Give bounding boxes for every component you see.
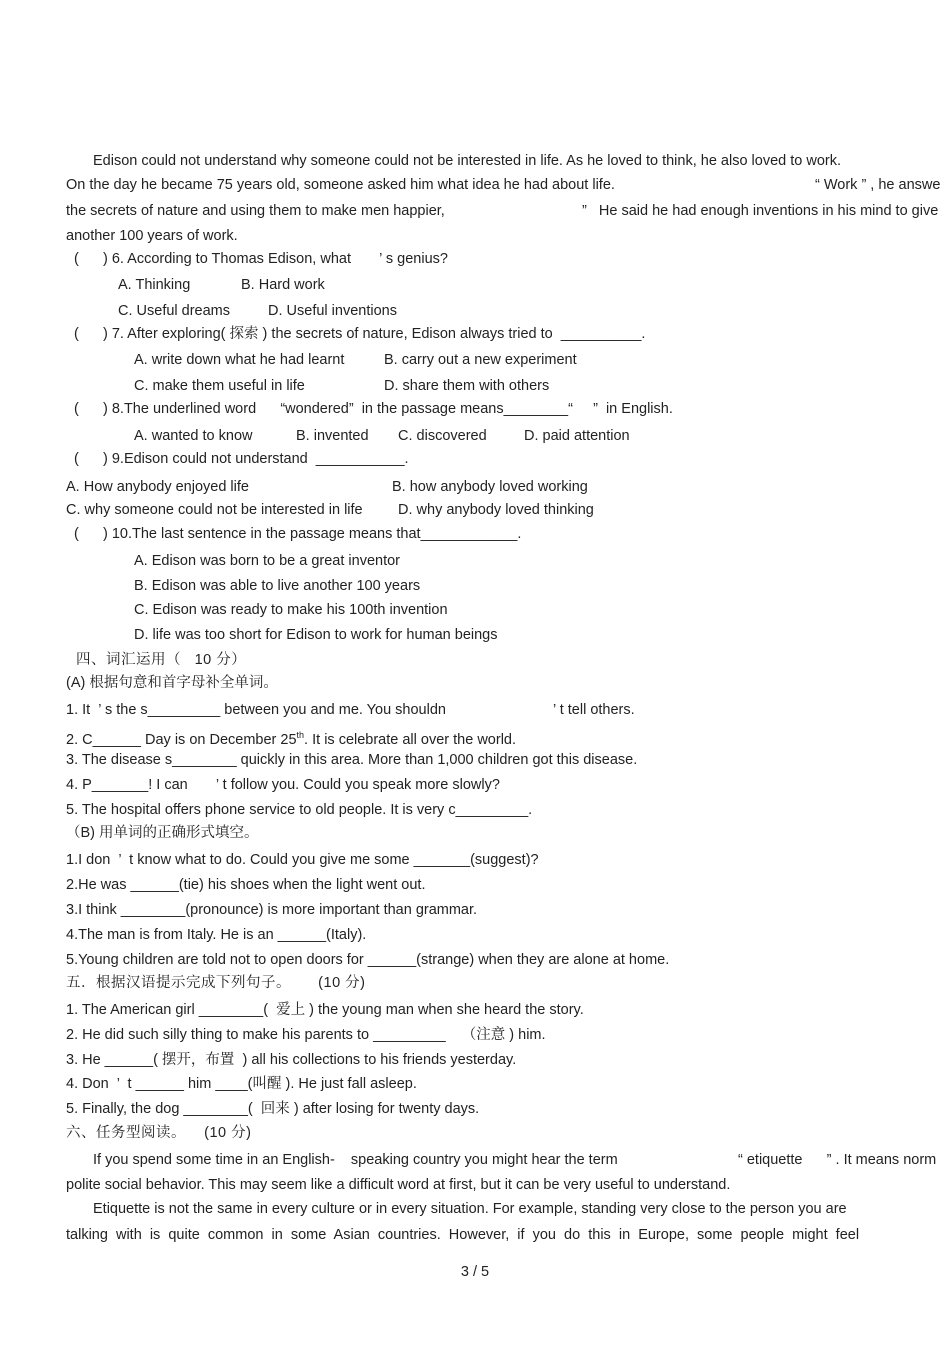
question-stem: ( ) 8.The underlined word “wondered” in the passage means________“ ” in English. [74, 401, 673, 417]
option: D. why anybody loved thinking [398, 502, 594, 518]
passage-line: “ etiquette ” . It means norm [738, 1152, 937, 1168]
part-heading: (A) 根据句意和首字母补全单词。 [66, 675, 278, 691]
exercise-line: 1.I don ’ t know what to do. Could you give me some _______(suggest)? [66, 852, 539, 868]
option: D. life was too short for Edison to work for human beings [134, 627, 498, 643]
passage-line: “ Work ” , he answe [815, 177, 941, 193]
exercise-line: 2.He was ______(tie) his shoes when the light went out. [66, 877, 426, 893]
exercise-line: 4. P_______! I can ’ t follow you. Could you speak more slowly? [66, 777, 500, 793]
exercise-line: 3. The disease s________ quickly in this area. More than 1,000 children got this disease. [66, 752, 638, 768]
passage-line: On the day he became 75 years old, someone asked him what idea he had about life. [66, 177, 615, 193]
passage-line: If you spend some time in an English- speaking country you might hear the term [93, 1152, 618, 1168]
exercise-line: 2. C______ Day is on December 25th. It is celebrate all over the world. [66, 730, 517, 748]
option: A. Edison was born to be a great inventor [134, 553, 400, 569]
option: C. why someone could not be interested in life [66, 502, 363, 518]
question-stem: ( ) 6. According to Thomas Edison, what ’ s genius? [74, 251, 448, 267]
exercise-line: ’ t tell others. [553, 702, 635, 718]
question-stem: ( ) 7. After exploring( 探索 ) the secrets of nature, Edison always tried to __________. [74, 326, 646, 342]
section-title: 五．根据汉语提示完成下列句子。 (10 分) [66, 975, 366, 991]
option: A. How anybody enjoyed life [66, 479, 249, 495]
passage-line: Edison could not understand why someone could not be interested in life. As he loved to think, he also loved to work. [93, 153, 842, 169]
option: A. Thinking [118, 277, 191, 293]
question-stem: ( ) 9.Edison could not understand ___________. [74, 451, 409, 467]
passage-line: talking with is quite common in some Asian countries. However, if you do this in Europe, some people might feel [66, 1227, 860, 1243]
exercise-line: 5.Young children are told not to open doors for ______(strange) when they are alone at home. [66, 952, 670, 968]
section-title: 六、任务型阅读。 (10 分) [66, 1125, 252, 1141]
passage-line: another 100 years of work. [66, 228, 238, 244]
exercise-line: 4.The man is from Italy. He is an ______(Italy). [66, 927, 367, 943]
option: D. Useful inventions [268, 303, 397, 319]
option: B. invented [296, 428, 369, 444]
option: A. wanted to know [134, 428, 253, 444]
passage-line: ” He said he had enough inventions in his mind to give [582, 203, 939, 219]
exercise-line: 5. The hospital offers phone service to old people. It is very c_________. [66, 802, 533, 818]
exercise-line: 4. Don ’ t ______ him ____(叫醒 ). He just fall asleep. [66, 1076, 417, 1092]
exercise-line: 1. The American girl ________( 爱上 ) the young man when she heard the story. [66, 1002, 584, 1018]
option: D. paid attention [524, 428, 630, 444]
page-number: 3 / 5 [460, 1264, 490, 1280]
option: D. share them with others [384, 378, 550, 394]
exercise-line: 3. He ______( 摆开，布置 ) all his collections to his friends yesterday. [66, 1052, 517, 1068]
option: B. carry out a new experiment [384, 352, 577, 368]
section-title: 四、词汇运用（ 10 分） [76, 652, 247, 668]
exercise-line: 2. He did such silly thing to make his parents to _________ （注意 ) him. [66, 1027, 546, 1043]
option: C. Useful dreams [118, 303, 231, 319]
exercise-line: 3.I think ________(pronounce) is more important than grammar. [66, 902, 478, 918]
option: C. discovered [398, 428, 487, 444]
passage-line: the secrets of nature and using them to make men happier, [66, 203, 445, 219]
passage-line: Etiquette is not the same in every culture or in every situation. For example, standing very close to the person you are [93, 1201, 847, 1217]
part-heading: （B) 用单词的正确形式填空。 [66, 825, 259, 841]
option: C. Edison was ready to make his 100th invention [134, 602, 448, 618]
option: C. make them useful in life [134, 378, 305, 394]
option: B. how anybody loved working [392, 479, 588, 495]
option: B. Edison was able to live another 100 years [134, 578, 421, 594]
option: B. Hard work [241, 277, 325, 293]
option: A. write down what he had learnt [134, 352, 345, 368]
question-stem: ( ) 10.The last sentence in the passage means that____________. [74, 526, 522, 542]
exercise-line: 5. Finally, the dog ________( 回来 ) after losing for twenty days. [66, 1101, 480, 1117]
exercise-line: 1. It ’ s the s_________ between you and me. You shouldn [66, 702, 446, 718]
passage-line: polite social behavior. This may seem like a difficult word at first, but it can be very useful to understand. [66, 1177, 731, 1193]
